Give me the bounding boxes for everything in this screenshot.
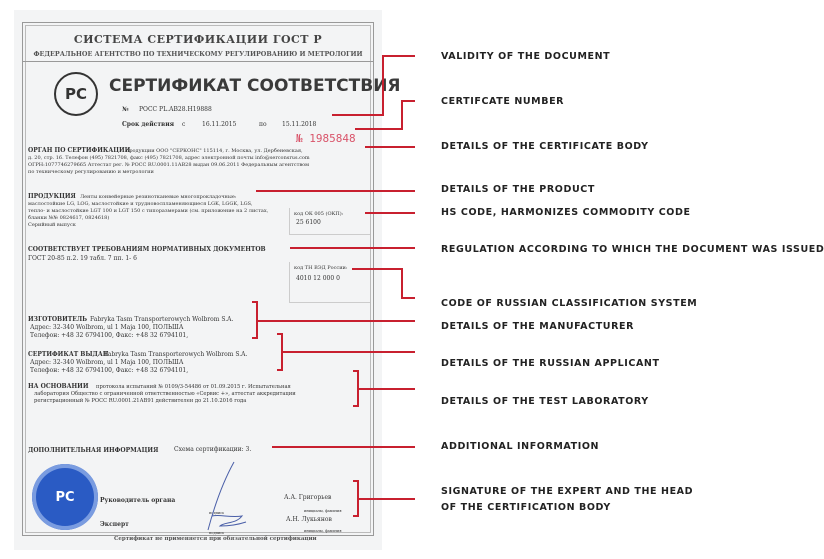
connector-test-lab bbox=[353, 371, 415, 406]
validity-from: 16.11.2015 bbox=[202, 121, 237, 128]
manufacturer-line: Телефон: +48 32 6794100, Факс: +48 32 6794101, bbox=[30, 332, 189, 339]
name-caption: инициалы, фамилия bbox=[304, 509, 342, 513]
rst-logo: РС bbox=[54, 72, 98, 116]
issued-heading: СЕРТИФИКАТ ВЫДАН bbox=[28, 351, 109, 358]
agency-name: ФЕДЕРАЛЬНОЕ АГЕНТСТВО ПО ТЕХНИЧЕСКОМУ РЕГУЛИРОВАНИЮ И МЕТРОЛОГИИ bbox=[33, 50, 363, 58]
manufacturer-line: Fabryka Tasm Transporterowych Wolbrom S.A. bbox=[90, 316, 234, 323]
serial-number: № 1985848 bbox=[296, 132, 356, 145]
sign-caption: подпись bbox=[209, 531, 225, 535]
body-heading: ОРГАН ПО СЕРТИФИКАЦИИ bbox=[28, 147, 131, 154]
okp-value: 25 6100 bbox=[296, 219, 321, 226]
body-line: продукции ООО "СЕРКОНС" 115114, г. Москва, ул. Дербеневская, bbox=[126, 148, 303, 154]
product-line: маслостойкие LG, LOG, маслостойкие и трудновоспламеняющиеся LGK, LGGK, LGS, bbox=[28, 201, 253, 207]
label-additional: ADDITIONAL INFORMATION bbox=[441, 441, 600, 452]
connector-applicant bbox=[277, 334, 415, 370]
label-test-lab: DETAILS OF THE TEST LABORATORY bbox=[441, 396, 649, 407]
tnved-label: код ТН ВЭД России: bbox=[294, 265, 348, 271]
product-line: тепло- и маслостойкие LGT 100 и LGT 150 с типоразмерами (см. приложение на 2 листах, bbox=[28, 208, 269, 214]
tnved-value: 4010 12 000 0 bbox=[296, 275, 340, 282]
label-product: DETAILS OF THE PRODUCT bbox=[441, 184, 595, 195]
conform-value: ГОСТ 20-85 п.2. 19 табл. 7 пп. 1- 6 bbox=[28, 255, 137, 262]
manufacturer-heading: ИЗГОТОВИТЕЛЬ bbox=[28, 316, 88, 323]
label-applicant: DETAILS OF THE RUSSIAN APPLICANT bbox=[441, 358, 660, 369]
okp-label: код ОК 005 (ОКП): bbox=[294, 211, 344, 217]
expert-label: Эксперт bbox=[100, 521, 129, 528]
label-hs-code: HS CODE, HARMONIZES COMMODITY CODE bbox=[441, 207, 691, 218]
head-name: А.А. Григорьев bbox=[284, 494, 332, 501]
head-label: Руководитель органа bbox=[100, 497, 176, 504]
connector-manufacturer bbox=[252, 302, 415, 338]
connector-classification bbox=[352, 269, 415, 298]
additional-heading: ДОПОЛНИТЕЛЬНАЯ ИНФОРМАЦИЯ bbox=[28, 447, 159, 454]
sign-caption: подпись bbox=[209, 511, 225, 515]
validity-to: 15.11.2018 bbox=[282, 121, 317, 128]
certificate-registration-number: РОСС PL.АВ28.Н19888 bbox=[139, 106, 212, 113]
name-caption: инициалы, фамилия bbox=[304, 529, 342, 533]
basis-line: протокола испытаний № 0109/3-54486 от 01.09.2015 г. Испытательная bbox=[96, 384, 291, 390]
product-line: Ленты конвейерные резинотканевые многопрокладочные: bbox=[80, 194, 237, 200]
number-label: № bbox=[122, 106, 129, 113]
footer-note: Сертификат не применяется при обязательной сертификации bbox=[114, 536, 317, 542]
label-cert-number: CERTIFCATE NUMBER bbox=[441, 96, 565, 107]
label-regulation: REGULATION ACCORDING TO WHICH THE DOCUMENT WAS ISSUED bbox=[441, 244, 824, 255]
expert-name: А.Н. Лукьянов bbox=[286, 516, 332, 523]
product-line: бланки №№ 0824617, 0824618) bbox=[28, 215, 110, 221]
product-heading: ПРОДУКЦИЯ bbox=[28, 193, 76, 200]
validity-to-label: по bbox=[259, 121, 267, 128]
label-manufacturer: DETAILS OF THE MANUFACTURER bbox=[441, 321, 635, 332]
conform-heading: СООТВЕТСТВУЕТ ТРЕБОВАНИЯМ НОРМАТИВНЫХ ДОКУМЕНТОВ bbox=[28, 246, 266, 253]
issued-line: Fabryka Tasm Transporterowych Wolbrom S.A. bbox=[104, 351, 248, 358]
basis-heading: НА ОСНОВАНИИ bbox=[28, 383, 89, 390]
validity-label: Срок действия bbox=[122, 121, 175, 128]
connector-signature bbox=[353, 481, 415, 516]
product-line: Серийный выпуск bbox=[28, 222, 76, 228]
body-line: ОГРН:1077746279665 Аттестат рег. № РОСС RU.0001.11АВ28 выдан 09.06.2011 Федеральным агентством bbox=[28, 162, 310, 168]
body-line: д. 20, стр. 16. Телефон (495) 7821708, факс (495) 7821708, адрес электронной почты info@serconsrus.com bbox=[28, 155, 310, 161]
additional-value: Схема сертификации: 3. bbox=[174, 446, 252, 453]
label-classification: CODE OF RUSSIAN CLASSIFICATION SYSTEM bbox=[441, 298, 698, 309]
label-body: DETAILS OF THE CERTIFICATE BODY bbox=[441, 141, 649, 152]
body-line: по техническому регулированию и метрологии bbox=[28, 169, 154, 175]
label-signature-line1: SIGNATURE OF THE EXPERT AND THE HEAD bbox=[441, 486, 694, 497]
issued-line: Адрес: 32-340 Wolbrom, ul 1 Maja 100, ПОЛЬША bbox=[30, 359, 184, 366]
stamp: РС bbox=[32, 464, 98, 530]
certificate-title: СЕРТИФИКАТ СООТВЕТСТВИЯ bbox=[109, 76, 401, 96]
validity-from-label: с bbox=[182, 121, 186, 128]
basis-line: регистрационный № РОСС RU.0001.21АВ91 действителен до 21.10.2016 года bbox=[34, 398, 247, 404]
label-signature-line2: OF THE CERTIFICATION BODY bbox=[441, 502, 611, 513]
manufacturer-line: Адрес: 32-340 Wolbrom, ul 1 Maja 100, ПОЛЬША bbox=[30, 324, 184, 331]
issued-line: Телефон: +48 32 6794100, Факс: +48 32 6794101, bbox=[30, 367, 189, 374]
system-title: СИСТЕМА СЕРТИФИКАЦИИ ГОСТ Р bbox=[73, 33, 323, 46]
label-validity: VALIDITY OF THE DOCUMENT bbox=[441, 51, 611, 62]
basis-line: лаборатория Общество с ограниченной ответственностью «Сервис +», аттестат аккредитации bbox=[34, 391, 296, 397]
